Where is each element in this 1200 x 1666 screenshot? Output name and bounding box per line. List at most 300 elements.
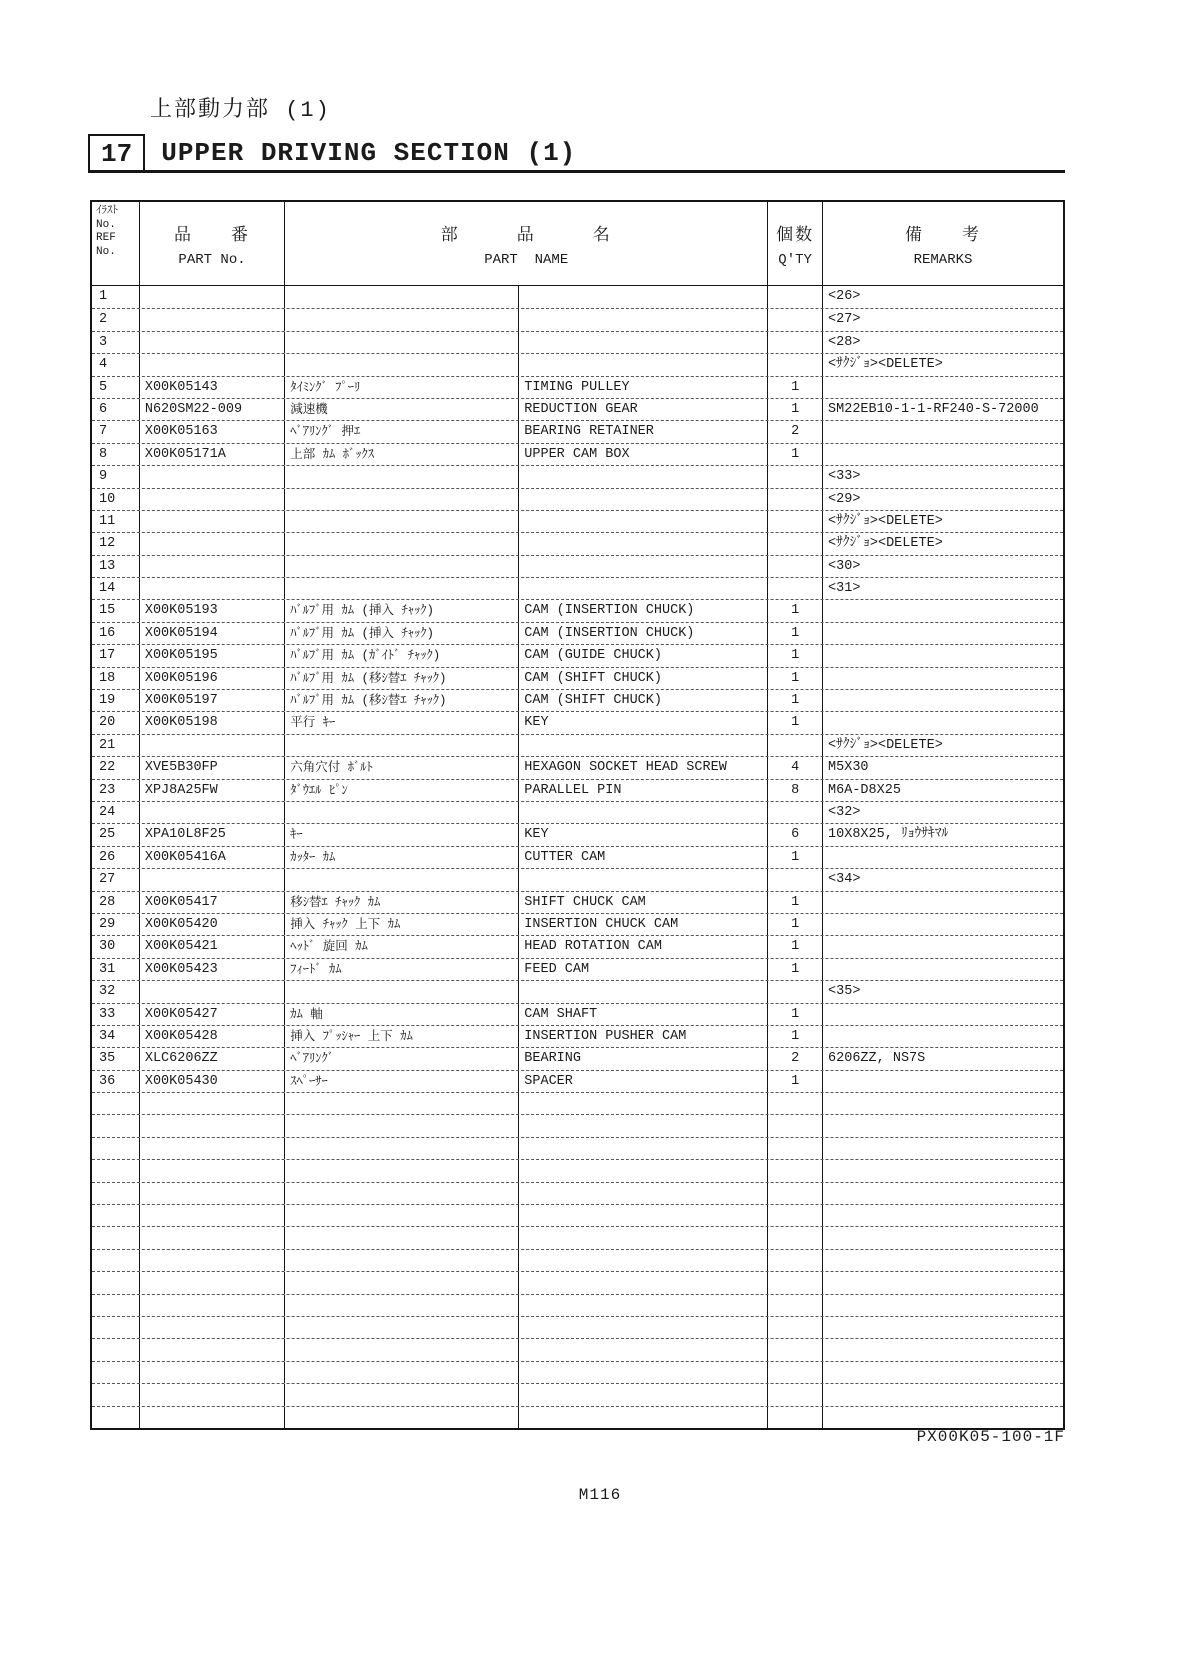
qty-cell xyxy=(768,466,823,487)
ref-no-cell: 12 xyxy=(92,533,140,554)
remarks-cell xyxy=(823,847,1063,868)
part-no-cell: X00K05193 xyxy=(140,600,285,621)
part-no-cell xyxy=(140,511,285,532)
part-name-jp-cell: 移ｼ替ｴ ﾁｬｯｸ ｶﾑ xyxy=(285,892,519,913)
remarks-cell xyxy=(823,377,1063,398)
document-number: PX00K05-100-1F xyxy=(916,1428,1065,1446)
qty-cell: 1 xyxy=(768,1026,823,1047)
part-name-en-cell xyxy=(519,802,768,823)
table-row xyxy=(92,353,1063,375)
qty-cell: 1 xyxy=(768,668,823,689)
table-row xyxy=(92,1092,1063,1114)
qty-cell: 1 xyxy=(768,936,823,957)
ref-no-cell xyxy=(92,1272,140,1293)
ref-no-cell: 11 xyxy=(92,511,140,532)
ref-no-cell xyxy=(92,1339,140,1360)
part-name-jp-cell: ﾊﾞﾙﾌﾞ用 ｶﾑ (移ｼ替ｴ ﾁｬｯｸ) xyxy=(285,668,519,689)
table-row xyxy=(92,1047,1063,1069)
remarks-cell xyxy=(823,444,1063,465)
table-header-row xyxy=(92,202,1063,286)
qty-cell xyxy=(768,578,823,599)
parts-table xyxy=(90,200,1065,1430)
part-name-jp-cell xyxy=(285,309,519,330)
remarks-cell xyxy=(823,1026,1063,1047)
part-name-jp-cell xyxy=(285,286,519,308)
ref-no-cell xyxy=(92,1227,140,1248)
qty-cell xyxy=(768,511,823,532)
part-name-jp-cell: ﾊﾞﾙﾌﾞ用 ｶﾑ (挿入 ﾁｬｯｸ) xyxy=(285,623,519,644)
table-row xyxy=(92,1294,1063,1316)
part-name-jp-cell xyxy=(285,1138,519,1159)
page-number: M116 xyxy=(578,1486,622,1504)
header-qty-jp: 個数 xyxy=(776,226,815,246)
table-row xyxy=(92,1316,1063,1338)
remarks-cell xyxy=(823,914,1063,935)
header-ref-no xyxy=(92,202,140,285)
remarks-cell: <33> xyxy=(828,469,861,485)
qty-cell: 2 xyxy=(768,1048,823,1069)
part-name-jp-cell xyxy=(285,802,519,823)
ref-no-cell: 9 xyxy=(92,466,140,487)
remarks-cell: SM22EB10-1-1-RF240-S-72000 xyxy=(828,401,1039,417)
table-row xyxy=(92,1249,1063,1271)
part-name-jp-cell xyxy=(285,489,519,510)
part-no-cell xyxy=(140,1115,285,1136)
qty-cell xyxy=(768,1115,823,1136)
ref-no-cell: 7 xyxy=(92,421,140,442)
remarks-cell xyxy=(823,1272,1063,1293)
remarks-cell: <29> xyxy=(828,491,861,507)
part-no-cell xyxy=(140,578,285,599)
remarks-cell xyxy=(823,712,1063,733)
part-no-cell: X00K05428 xyxy=(140,1026,285,1047)
part-name-jp-cell xyxy=(285,1093,519,1114)
header-qty-en: Q'TY xyxy=(778,251,812,268)
ref-no-cell: 2 xyxy=(92,309,140,330)
part-name-en-cell xyxy=(519,466,768,487)
header-ref-line: REF xyxy=(96,232,116,244)
qty-cell: 1 xyxy=(768,712,823,733)
part-no-cell xyxy=(140,354,285,375)
qty-cell: 1 xyxy=(768,690,823,711)
header-part-no-jp: 品 番 xyxy=(174,226,251,246)
ref-no-cell xyxy=(92,1138,140,1159)
ref-no-cell: 32 xyxy=(92,981,140,1002)
remarks-cell xyxy=(823,1384,1063,1405)
remarks-cell xyxy=(823,1138,1063,1159)
table-row xyxy=(92,667,1063,689)
ref-no-cell: 29 xyxy=(92,914,140,935)
part-no-cell: X00K05417 xyxy=(140,892,285,913)
part-name-en-cell: FEED CAM xyxy=(519,959,768,980)
qty-cell xyxy=(768,1317,823,1338)
part-name-en-cell: REDUCTION GEAR xyxy=(519,399,768,420)
part-no-cell: XPA10L8F25 xyxy=(140,824,285,845)
part-name-en-cell xyxy=(519,1384,768,1405)
part-name-en-cell xyxy=(519,869,768,890)
part-name-jp-cell: ﾍﾞｱﾘﾝｸﾞ xyxy=(285,1048,519,1069)
part-no-cell: X00K05143 xyxy=(140,377,285,398)
table-row xyxy=(92,1226,1063,1248)
table-row xyxy=(92,622,1063,644)
table-row xyxy=(92,286,1063,308)
table-row xyxy=(92,1338,1063,1360)
header-remarks xyxy=(823,202,1063,285)
qty-cell xyxy=(768,1205,823,1226)
remarks-cell: <ｻｸｼﾞｮ><DELETE> xyxy=(828,513,943,529)
part-name-jp-cell xyxy=(285,981,519,1002)
part-name-jp-cell xyxy=(285,1362,519,1383)
table-row xyxy=(92,1383,1063,1405)
ref-no-cell xyxy=(92,1384,140,1405)
qty-cell xyxy=(768,1339,823,1360)
part-name-en-cell xyxy=(519,1205,768,1226)
part-name-en-cell: UPPER CAM BOX xyxy=(519,444,768,465)
table-row xyxy=(92,510,1063,532)
part-no-cell: X00K05171A xyxy=(140,444,285,465)
part-name-jp-cell: ﾊﾞﾙﾌﾞ用 ｶﾑ (ｶﾞｲﾄﾞ ﾁｬｯｸ) xyxy=(285,645,519,666)
part-name-en-cell: TIMING PULLEY xyxy=(519,377,768,398)
part-name-en-cell: SHIFT CHUCK CAM xyxy=(519,892,768,913)
part-name-en-cell xyxy=(519,489,768,510)
remarks-cell: M5X30 xyxy=(828,760,869,776)
ref-no-cell: 15 xyxy=(92,600,140,621)
ref-no-cell: 23 xyxy=(92,780,140,801)
table-row xyxy=(92,577,1063,599)
part-name-jp-cell xyxy=(285,869,519,890)
table-row xyxy=(92,935,1063,957)
qty-cell xyxy=(768,735,823,756)
part-name-jp-cell: 挿入 ﾁｬｯｸ 上下 ｶﾑ xyxy=(285,914,519,935)
ref-no-cell: 31 xyxy=(92,959,140,980)
qty-cell: 1 xyxy=(768,645,823,666)
ref-no-cell: 25 xyxy=(92,824,140,845)
remarks-cell xyxy=(823,1160,1063,1181)
ref-no-cell: 24 xyxy=(92,802,140,823)
part-no-cell: N620SM22-009 xyxy=(140,399,285,420)
ref-no-cell: 17 xyxy=(92,645,140,666)
ref-no-cell: 14 xyxy=(92,578,140,599)
table-row xyxy=(92,1025,1063,1047)
qty-cell xyxy=(768,332,823,353)
qty-cell xyxy=(768,309,823,330)
part-name-en-cell xyxy=(519,556,768,577)
qty-cell xyxy=(768,286,823,308)
part-no-cell xyxy=(140,1384,285,1405)
ref-no-cell: 4 xyxy=(92,354,140,375)
part-name-en-cell: SPACER xyxy=(519,1071,768,1092)
part-name-en-cell xyxy=(519,1295,768,1316)
ref-no-cell: 16 xyxy=(92,623,140,644)
remarks-cell: <31> xyxy=(828,581,861,597)
qty-cell: 1 xyxy=(768,600,823,621)
header-part-no xyxy=(140,202,285,285)
part-name-en-cell: HEAD ROTATION CAM xyxy=(519,936,768,957)
ref-no-cell xyxy=(92,1362,140,1383)
table-row xyxy=(92,644,1063,666)
qty-cell xyxy=(768,1138,823,1159)
part-no-cell xyxy=(140,735,285,756)
part-name-jp-cell xyxy=(285,1160,519,1181)
part-name-en-cell: CAM (INSERTION CHUCK) xyxy=(519,623,768,644)
part-no-cell xyxy=(140,1160,285,1181)
table-row xyxy=(92,1204,1063,1226)
part-name-en-cell xyxy=(519,1183,768,1204)
remarks-cell xyxy=(823,892,1063,913)
part-name-en-cell: KEY xyxy=(519,824,768,845)
qty-cell xyxy=(768,1227,823,1248)
qty-cell xyxy=(768,981,823,1002)
qty-cell: 1 xyxy=(768,444,823,465)
part-name-jp-cell xyxy=(285,466,519,487)
qty-cell: 8 xyxy=(768,780,823,801)
part-name-en-cell: KEY xyxy=(519,712,768,733)
part-no-cell xyxy=(140,1138,285,1159)
part-no-cell xyxy=(140,1250,285,1271)
table-row xyxy=(92,1159,1063,1181)
part-no-cell: X00K05423 xyxy=(140,959,285,980)
remarks-cell xyxy=(823,1071,1063,1092)
part-name-en-cell: HEXAGON SOCKET HEAD SCREW xyxy=(519,757,768,778)
part-name-en-cell xyxy=(519,1362,768,1383)
remarks-cell xyxy=(823,1205,1063,1226)
qty-cell xyxy=(768,869,823,890)
table-row xyxy=(92,711,1063,733)
ref-no-cell: 30 xyxy=(92,936,140,957)
ref-no-cell: 33 xyxy=(92,1004,140,1025)
qty-cell: 1 xyxy=(768,377,823,398)
part-no-cell xyxy=(140,309,285,330)
header-ref-line: ｲﾗｽﾄ xyxy=(96,205,118,217)
remarks-cell: <ｻｸｼﾞｮ><DELETE> xyxy=(828,737,943,753)
remarks-cell: 6206ZZ, NS7S xyxy=(828,1051,926,1067)
header-part-no-en: PART No. xyxy=(178,251,246,268)
remarks-cell xyxy=(823,1227,1063,1248)
ref-no-cell xyxy=(92,1115,140,1136)
header-ref-line: No. xyxy=(96,245,116,258)
part-name-en-cell xyxy=(519,981,768,1002)
ref-no-cell: 26 xyxy=(92,847,140,868)
part-no-cell: X00K05420 xyxy=(140,914,285,935)
remarks-cell: 10X8X25, ﾘｮｳｻｷﾏﾙ xyxy=(828,827,949,843)
remarks-cell: <28> xyxy=(828,334,861,350)
part-name-en-cell xyxy=(519,286,768,308)
part-no-cell xyxy=(140,1183,285,1204)
table-row xyxy=(92,823,1063,845)
part-name-en-cell: BEARING xyxy=(519,1048,768,1069)
qty-cell: 1 xyxy=(768,892,823,913)
part-name-jp-cell: ｶﾑ 軸 xyxy=(285,1004,519,1025)
part-no-cell xyxy=(140,1227,285,1248)
table-row xyxy=(92,555,1063,577)
ref-no-cell xyxy=(92,1407,140,1428)
part-no-cell: X00K05196 xyxy=(140,668,285,689)
part-name-en-cell xyxy=(519,1115,768,1136)
part-name-jp-cell xyxy=(285,1250,519,1271)
header-part-name xyxy=(285,202,768,285)
table-row xyxy=(92,308,1063,330)
remarks-cell: <26> xyxy=(828,289,861,304)
table-row xyxy=(92,376,1063,398)
ref-no-cell: 19 xyxy=(92,690,140,711)
header-remarks-jp: 備 考 xyxy=(905,226,981,246)
remarks-cell xyxy=(823,1093,1063,1114)
part-name-en-cell: PARALLEL PIN xyxy=(519,780,768,801)
part-name-en-cell xyxy=(519,511,768,532)
part-name-jp-cell xyxy=(285,1272,519,1293)
part-no-cell xyxy=(140,556,285,577)
part-name-jp-cell: ｷｰ xyxy=(285,824,519,845)
part-name-en-cell: BEARING RETAINER xyxy=(519,421,768,442)
table-row xyxy=(92,891,1063,913)
qty-cell xyxy=(768,1384,823,1405)
table-row xyxy=(92,331,1063,353)
part-name-en-cell: INSERTION CHUCK CAM xyxy=(519,914,768,935)
remarks-cell: <ｻｸｼﾞｮ><DELETE> xyxy=(828,536,943,552)
part-name-en-cell xyxy=(519,354,768,375)
part-name-en-cell: CAM (INSERTION CHUCK) xyxy=(519,600,768,621)
table-row xyxy=(92,1137,1063,1159)
table-row xyxy=(92,488,1063,510)
part-name-en-cell xyxy=(519,578,768,599)
ref-no-cell: 6 xyxy=(92,399,140,420)
part-name-en-cell xyxy=(519,533,768,554)
part-name-en-cell xyxy=(519,1407,768,1428)
part-name-en-cell xyxy=(519,1227,768,1248)
table-row xyxy=(92,1406,1063,1428)
table-row xyxy=(92,1070,1063,1092)
part-no-cell xyxy=(140,1205,285,1226)
remarks-cell xyxy=(823,1295,1063,1316)
part-no-cell xyxy=(140,332,285,353)
remarks-cell xyxy=(823,600,1063,621)
remarks-cell xyxy=(823,1250,1063,1271)
part-name-jp-cell xyxy=(285,578,519,599)
qty-cell: 1 xyxy=(768,399,823,420)
remarks-cell: <ｻｸｼﾞｮ><DELETE> xyxy=(828,357,943,373)
part-name-jp-cell: ﾊﾞﾙﾌﾞ用 ｶﾑ (挿入 ﾁｬｯｸ) xyxy=(285,600,519,621)
part-name-jp-cell: 六角穴付 ﾎﾞﾙﾄ xyxy=(285,757,519,778)
part-no-cell xyxy=(140,981,285,1002)
table-row xyxy=(92,1361,1063,1383)
part-no-cell xyxy=(140,1339,285,1360)
part-no-cell: X00K05197 xyxy=(140,690,285,711)
table-row xyxy=(92,1114,1063,1136)
part-name-jp-cell xyxy=(285,1183,519,1204)
qty-cell xyxy=(768,1295,823,1316)
part-no-cell: XVE5B30FP xyxy=(140,757,285,778)
remarks-cell xyxy=(823,959,1063,980)
remarks-cell xyxy=(823,1362,1063,1383)
qty-cell: 1 xyxy=(768,1071,823,1092)
remarks-cell xyxy=(823,1183,1063,1204)
ref-no-cell xyxy=(92,1295,140,1316)
header-remarks-en: REMARKS xyxy=(913,251,973,268)
part-name-jp-cell: ｶｯﾀｰ ｶﾑ xyxy=(285,847,519,868)
part-name-en-cell xyxy=(519,309,768,330)
part-no-cell xyxy=(140,869,285,890)
part-name-en-cell xyxy=(519,332,768,353)
ref-no-cell xyxy=(92,1093,140,1114)
part-name-jp-cell: 挿入 ﾌﾟｯｼｬｰ 上下 ｶﾑ xyxy=(285,1026,519,1047)
header-ref-line: No. xyxy=(96,218,116,231)
table-row xyxy=(92,420,1063,442)
table-row xyxy=(92,801,1063,823)
qty-cell: 2 xyxy=(768,421,823,442)
part-name-jp-cell xyxy=(285,332,519,353)
table-row xyxy=(92,465,1063,487)
ref-no-cell: 1 xyxy=(92,286,140,308)
ref-no-cell: 5 xyxy=(92,377,140,398)
part-no-cell: X00K05430 xyxy=(140,1071,285,1092)
part-name-jp-cell xyxy=(285,533,519,554)
part-no-cell: X00K05195 xyxy=(140,645,285,666)
remarks-cell xyxy=(823,1317,1063,1338)
part-name-jp-cell xyxy=(285,556,519,577)
qty-cell: 6 xyxy=(768,824,823,845)
ref-no-cell: 20 xyxy=(92,712,140,733)
part-no-cell xyxy=(140,1362,285,1383)
part-name-jp-cell: ﾀｲﾐﾝｸﾞ ﾌﾟｰﾘ xyxy=(285,377,519,398)
part-no-cell: X00K05427 xyxy=(140,1004,285,1025)
part-name-jp-cell xyxy=(285,1317,519,1338)
remarks-cell xyxy=(823,668,1063,689)
qty-cell xyxy=(768,1362,823,1383)
qty-cell xyxy=(768,1160,823,1181)
ref-no-cell: 21 xyxy=(92,735,140,756)
qty-cell xyxy=(768,1093,823,1114)
remarks-cell xyxy=(823,645,1063,666)
qty-cell: 1 xyxy=(768,847,823,868)
part-no-cell xyxy=(140,1093,285,1114)
part-name-jp-cell xyxy=(285,1407,519,1428)
ref-no-cell xyxy=(92,1183,140,1204)
qty-cell xyxy=(768,1272,823,1293)
part-name-en-cell xyxy=(519,1250,768,1271)
ref-no-cell: 8 xyxy=(92,444,140,465)
part-name-jp-cell xyxy=(285,1227,519,1248)
part-name-en-cell: CAM SHAFT xyxy=(519,1004,768,1025)
qty-cell xyxy=(768,1407,823,1428)
part-name-jp-cell xyxy=(285,1115,519,1136)
part-name-jp-cell xyxy=(285,354,519,375)
part-name-en-cell: INSERTION PUSHER CAM xyxy=(519,1026,768,1047)
qty-cell xyxy=(768,533,823,554)
part-name-jp-cell: ﾍｯﾄﾞ 旋回 ｶﾑ xyxy=(285,936,519,957)
part-no-cell: X00K05421 xyxy=(140,936,285,957)
part-name-en-cell xyxy=(519,735,768,756)
part-no-cell: X00K05194 xyxy=(140,623,285,644)
table-row xyxy=(92,734,1063,756)
ref-no-cell: 28 xyxy=(92,892,140,913)
part-no-cell xyxy=(140,1407,285,1428)
qty-cell xyxy=(768,802,823,823)
part-no-cell xyxy=(140,489,285,510)
part-name-jp-cell: 減速機 xyxy=(285,399,519,420)
qty-cell: 1 xyxy=(768,959,823,980)
part-name-jp-cell: ﾀﾞｳｴﾙ ﾋﾟﾝ xyxy=(285,780,519,801)
qty-cell: 4 xyxy=(768,757,823,778)
part-name-en-cell xyxy=(519,1138,768,1159)
ref-no-cell xyxy=(92,1250,140,1271)
table-row xyxy=(92,913,1063,935)
part-name-jp-cell: ﾍﾞｱﾘﾝｸﾞ 押ｴ xyxy=(285,421,519,442)
ref-no-cell: 3 xyxy=(92,332,140,353)
table-body xyxy=(92,286,1063,1428)
ref-no-cell: 22 xyxy=(92,757,140,778)
remarks-cell xyxy=(823,623,1063,644)
part-no-cell: X00K05416A xyxy=(140,847,285,868)
